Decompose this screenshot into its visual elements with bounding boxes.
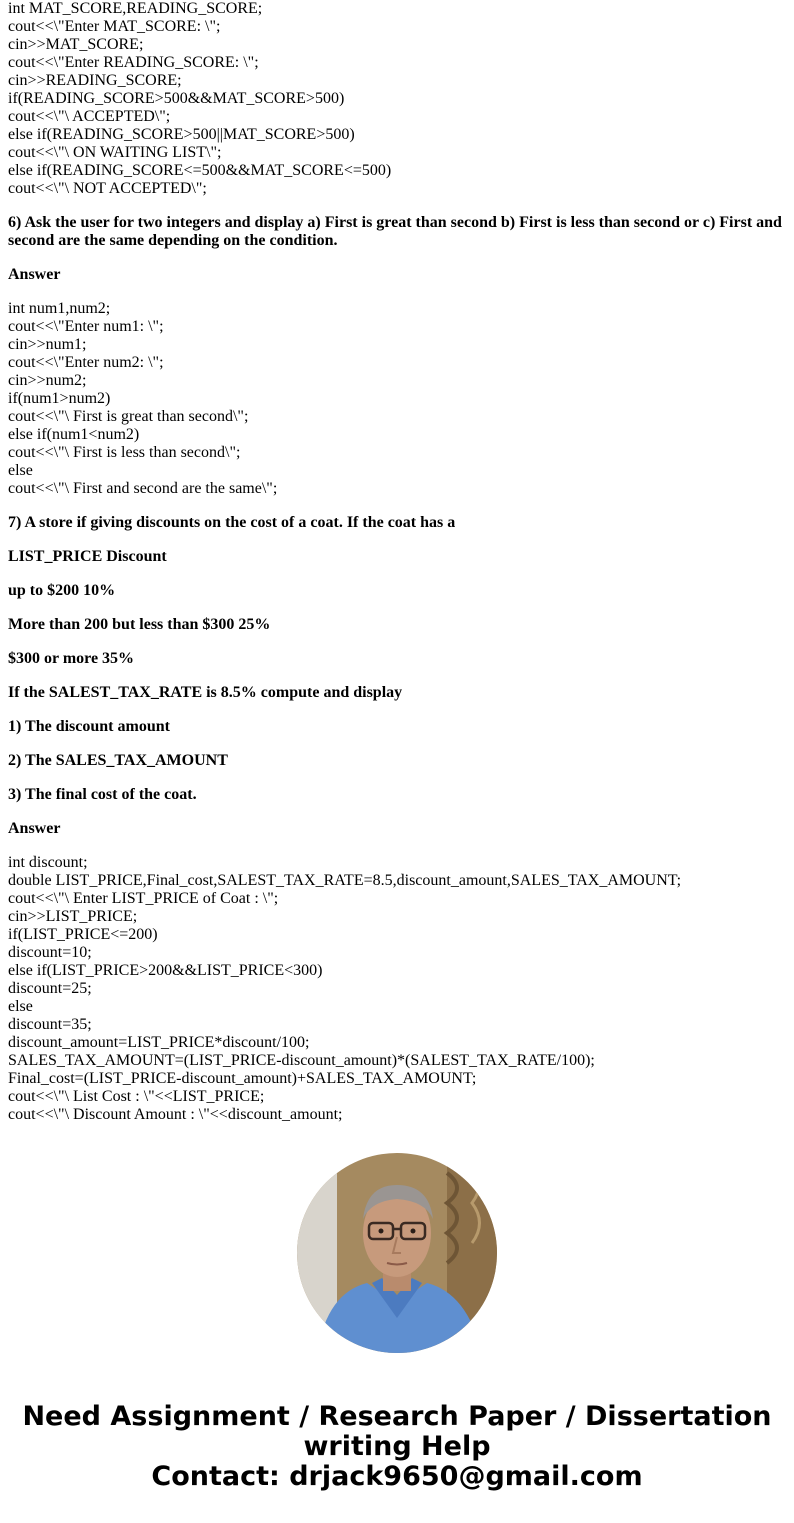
code-line: cin>>LIST_PRICE; (8, 908, 138, 925)
code-line: cin>>MAT_SCORE; (8, 36, 144, 53)
code-line: else if(READING_SCORE<=500&&MAT_SCORE<=500) (8, 162, 392, 179)
question-7-line: 7) A store if giving discounts on the cost of a coat. If the coat has a (8, 514, 456, 531)
code-line: else if(LIST_PRICE>200&&LIST_PRICE<300) (8, 962, 323, 979)
question-7-line: More than 200 but less than $300 25% (8, 616, 271, 633)
question-7-line: up to $200 10% (8, 582, 116, 599)
code-line: else (8, 462, 33, 479)
code-line: cout<<\"\ Enter LIST_PRICE of Coat : \"; (8, 890, 279, 907)
code-line: if(num1>num2) (8, 390, 111, 407)
code-line: cout<<\"\ NOT ACCEPTED\"; (8, 180, 207, 197)
code-line: cout<<\"\ First is great than second\"; (8, 408, 249, 425)
footer-line: Need Assignment / Research Paper / Dissertation (22, 1401, 772, 1432)
answer-label: Answer (8, 820, 61, 837)
avatar (297, 1153, 497, 1353)
code-line: cin>>num2; (8, 372, 87, 389)
code-block-q6 (8, 300, 788, 498)
question-7-line: 2) The SALES_TAX_AMOUNT (8, 752, 228, 769)
code-line: int MAT_SCORE,READING_SCORE; (8, 0, 263, 17)
code-line: cout<<\"Enter MAT_SCORE: \"; (8, 18, 221, 35)
code-line: if(READING_SCORE>500&&MAT_SCORE>500) (8, 90, 345, 107)
footer-line: writing Help (303, 1431, 491, 1462)
code-line: cout<<\"Enter num2: \"; (8, 354, 164, 371)
code-line: cin>>num1; (8, 336, 87, 353)
question-7-line: LIST_PRICE Discount (8, 548, 167, 565)
question-7-line: $300 or more 35% (8, 650, 135, 667)
person-portrait-icon (297, 1153, 497, 1353)
code-line: int num1,num2; (8, 300, 111, 317)
answer-label: Answer (8, 266, 61, 283)
code-line: discount=35; (8, 1016, 92, 1033)
code-line: SALES_TAX_AMOUNT=(LIST_PRICE-discount_amount)*(SALEST_TAX_RATE/100); (8, 1052, 595, 1069)
code-line: cout<<\"\ List Cost : \"<<LIST_PRICE; (8, 1088, 265, 1105)
code-line: discount=25; (8, 980, 92, 997)
code-line: cout<<\"\ ON WAITING LIST\"; (8, 144, 222, 161)
code-line: cout<<\"\ ACCEPTED\"; (8, 108, 171, 125)
code-line: cout<<\"Enter READING_SCORE: \"; (8, 54, 259, 71)
question-7-line: 3) The final cost of the coat. (8, 786, 197, 803)
code-line: cout<<\"\ Discount Amount : \"<<discount_amount; (8, 1106, 343, 1123)
document-body (8, 0, 788, 1124)
code-line: Final_cost=(LIST_PRICE-discount_amount)+SALES_TAX_AMOUNT; (8, 1070, 477, 1087)
code-line: else (8, 998, 33, 1015)
code-line: cout<<\"\ First is less than second\"; (8, 444, 241, 461)
code-line: cin>>READING_SCORE; (8, 72, 182, 89)
question-7-line: If the SALEST_TAX_RATE is 8.5% compute and display (8, 684, 403, 701)
code-line: else if(READING_SCORE>500||MAT_SCORE>500) (8, 126, 355, 143)
code-line: discount_amount=LIST_PRICE*discount/100; (8, 1034, 310, 1051)
code-line: int discount; (8, 854, 88, 871)
code-line: if(LIST_PRICE<=200) (8, 926, 158, 943)
footer-contact[interactable]: Contact: drjack9650@gmail.com (151, 1461, 643, 1492)
code-block-q5 (8, 0, 788, 198)
question-6: 6) Ask the user for two integers and display a) First is great than second b) First is less than second or c) First and second are the same depending on the condition. (8, 214, 782, 249)
code-line: double LIST_PRICE,Final_cost,SALEST_TAX_RATE=8.5,discount_amount,SALES_TAX_AMOUNT; (8, 872, 682, 889)
code-block-q7 (8, 854, 788, 1124)
code-line: cout<<\"Enter num1: \"; (8, 318, 164, 335)
code-line: discount=10; (8, 944, 92, 961)
code-line: cout<<\"\ First and second are the same\"; (8, 480, 278, 497)
question-7-line: 1) The discount amount (8, 718, 170, 735)
footer-banner (0, 1402, 794, 1492)
code-line: else if(num1<num2) (8, 426, 140, 443)
